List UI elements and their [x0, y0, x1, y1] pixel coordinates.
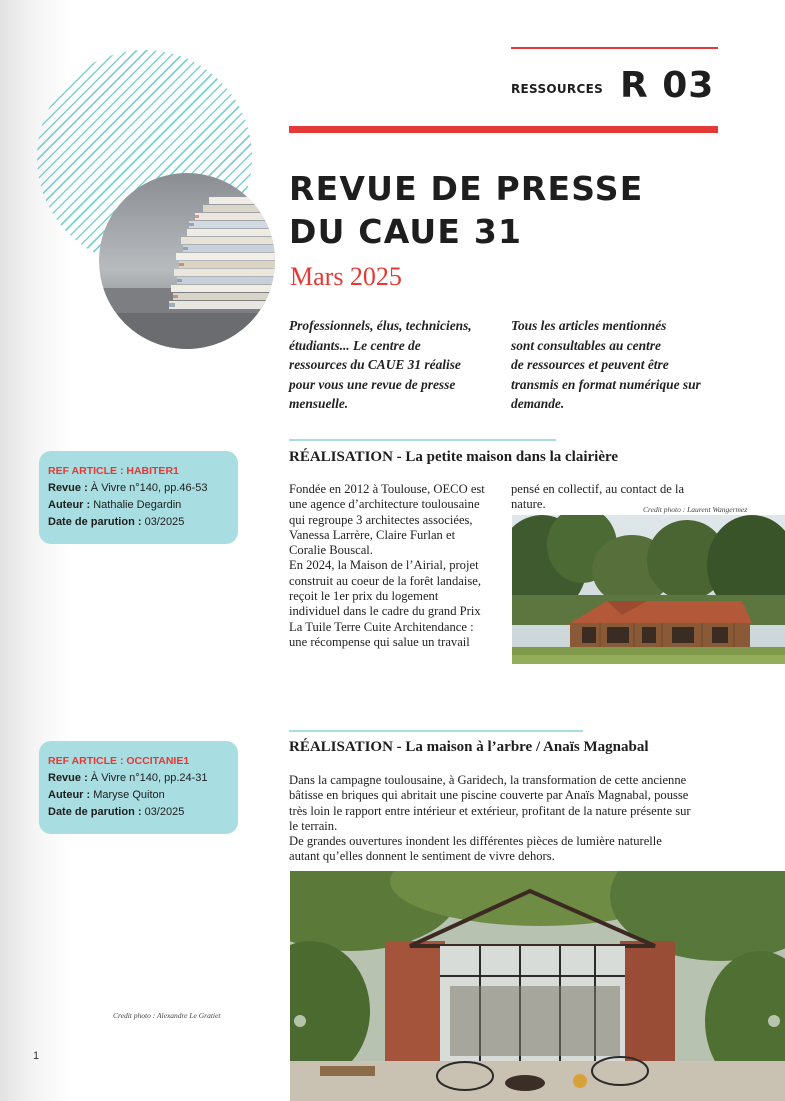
article2-house-photo: [290, 871, 785, 1101]
body-line: très loin le rapport entre intérieur et extérieur, profitant de la nature présente sur: [289, 803, 691, 818]
article1-house-photo: [512, 515, 785, 664]
article1-auteur: [48, 497, 238, 514]
date-label: Date de parution :: [48, 516, 142, 528]
intro-left-line: ressources du CAUE 31 réalise: [289, 357, 461, 372]
newspaper-stack-photo: [99, 173, 275, 349]
body-line: le terrain.: [289, 818, 338, 833]
article1-ref: REF ARTICLE : HABITER1: [48, 465, 179, 477]
date-label: Date de parution :: [48, 806, 142, 818]
article1-photo-credit: Credit photo : Laurent Wangermez: [643, 505, 748, 514]
article2-photo-credit: Credit photo : Alexandre Le Gratiet: [113, 1011, 221, 1020]
page-subtitle: Mars 2025: [290, 262, 402, 291]
intro-left-line: mensuelle.: [289, 396, 349, 411]
article2-ref: REF ARTICLE : OCCITANIE1: [48, 755, 190, 767]
page-title: [289, 167, 729, 253]
intro-left-line: pour vous une revue de presse: [289, 376, 456, 392]
intro-right-column: [511, 316, 731, 414]
body-line: individuel dans le cadre du grand Prix: [289, 604, 481, 619]
article2-heading: RÉALISATION - La maison à l’arbre / Anaïs Magnabal: [289, 739, 649, 755]
intro-right-line: demande.: [511, 396, 565, 411]
page-title-line2: DU CAUE 31: [289, 212, 523, 251]
section-label: RESSOURCES: [511, 82, 604, 96]
intro-right-line: Tous les articles mentionnés: [511, 318, 667, 333]
revue-label: Revue :: [48, 772, 88, 784]
article2-auteur: [48, 787, 238, 804]
article2-body: [289, 773, 729, 865]
header-top-rule: [511, 47, 718, 49]
revue-value: À Vivre n°140, pp.24-31: [87, 772, 208, 784]
body-line: En 2024, la Maison de l’Airial, projet: [289, 558, 479, 573]
body-line: une agence d’architecture toulousaine: [289, 497, 480, 512]
intro-left-column: [289, 316, 499, 414]
body-line: Vanessa Larrère, Claire Furlan et: [289, 527, 456, 542]
article2-revue: [48, 770, 238, 787]
intro-left-line: Professionnels, élus, techniciens,: [289, 318, 472, 333]
article1-info-card: [39, 451, 238, 544]
auteur-label: Auteur :: [48, 499, 91, 511]
body-line: une récompense qui salue un travail: [289, 634, 470, 649]
body-line: reçoit le 1er prix du logement: [289, 589, 439, 604]
revue-value: À Vivre n°140, pp.46-53: [87, 482, 208, 494]
body-line: autant qu’elles donnent le sentiment de vivre dehors.: [289, 849, 555, 864]
article1-heading: RÉALISATION - La petite maison dans la clairière: [289, 449, 619, 465]
body-line: Fondée en 2012 à Toulouse, OECO est: [289, 482, 485, 496]
body-line: pensé en collectif, au contact de la: [511, 482, 685, 496]
body-line: Dans la campagne toulousaine, à Garidech, la transformation de cette ancienne: [289, 773, 687, 787]
intro-right-line: transmis en format numérique sur: [511, 376, 701, 392]
article2-date: [48, 804, 238, 821]
article1-date: [48, 514, 238, 531]
auteur-value: Maryse Quiton: [90, 789, 165, 801]
intro-right-line: sont consultables au centre: [511, 337, 661, 353]
date-value: 03/2025: [141, 806, 185, 818]
body-line: construit au coeur de la forêt landaise,: [289, 573, 481, 588]
page-number: 1: [33, 1050, 40, 1062]
body-line: Coralie Bouscal.: [289, 543, 373, 558]
body-line: De grandes ouvertures inondent les différentes pièces de lumière naturelle: [289, 834, 662, 849]
revue-label: Revue :: [48, 482, 88, 494]
body-line: bâtisse en briques qui abritait une piscine couverte par Anaïs Magnabal, pousse: [289, 788, 689, 803]
body-line: La Tuile Terre Cuite Architendance :: [289, 619, 474, 634]
article1-body-col1: [289, 482, 504, 650]
intro-right-line: de ressources et peuvent être: [511, 357, 669, 372]
article2-info-card: [39, 741, 238, 834]
article2-divider: [289, 730, 583, 732]
page-title-line1: REVUE DE PRESSE: [289, 169, 644, 208]
section-code: R 03: [620, 65, 715, 106]
article1-divider: [289, 439, 556, 441]
body-line: nature.: [511, 497, 546, 512]
auteur-label: Auteur :: [48, 789, 91, 801]
article1-revue: [48, 480, 238, 497]
date-value: 03/2025: [141, 516, 185, 528]
header-main-rule: [289, 126, 718, 133]
intro-left-line: étudiants... Le centre de: [289, 337, 421, 353]
auteur-value: Nathalie Degardin: [90, 499, 182, 511]
body-line: qui regroupe 3 architectes associées,: [289, 512, 473, 527]
